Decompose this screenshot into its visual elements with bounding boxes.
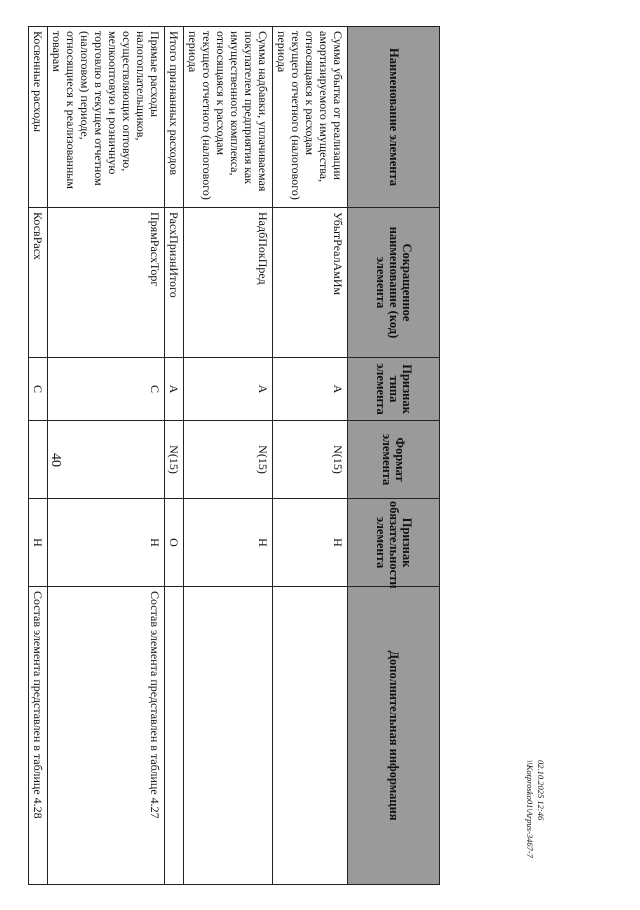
table-row <box>273 27 348 885</box>
cell-code: ПрямРасхТорг <box>48 208 165 358</box>
elements-table <box>28 26 440 885</box>
cell-code: УбытРеалАмИм <box>273 208 348 358</box>
table-row <box>48 27 165 885</box>
header-element-code: Сокращенное наименование (код) элемента <box>348 208 440 358</box>
cell-required: Н <box>48 499 165 587</box>
cell-type: С <box>29 358 48 421</box>
header-element-format: Формат элемента <box>348 421 440 499</box>
page-number: 40 <box>48 453 63 467</box>
table-header-row <box>348 27 440 885</box>
header-element-required: Признак обязательности элемента <box>348 499 440 587</box>
cell-format <box>29 421 48 499</box>
footer-file-path: \\Kotprosko01\Arpus-3467-7 <box>525 760 535 858</box>
footer-stamp <box>524 760 546 910</box>
cell-required: Н <box>29 499 48 587</box>
cell-name: Прямые расходы налогоплательщиков, осуществляющих оптовую, мелкооптовую и розничную торговлю в текущем отчетном (налоговом) периоде, относящиеся к реализованным товарам <box>48 27 165 208</box>
cell-info <box>273 587 348 885</box>
cell-code: РасхПризнИтого <box>165 208 184 358</box>
table-row <box>165 27 184 885</box>
cell-code: НадбПокПред <box>184 208 273 358</box>
cell-type: А <box>184 358 273 421</box>
cell-name: Итого признанных расходов <box>165 27 184 208</box>
cell-type: А <box>273 358 348 421</box>
cell-name: Сумма убытка от реализации амортизируемого имущества, относящаяся к расходам текущего отчетного (налогового) периода <box>273 27 348 208</box>
cell-format: N(15) <box>273 421 348 499</box>
cell-required: Н <box>273 499 348 587</box>
cell-required: О <box>165 499 184 587</box>
header-element-type: Признак типа элемента <box>348 358 440 421</box>
cell-format: N(15) <box>165 421 184 499</box>
cell-format: N(15) <box>184 421 273 499</box>
cell-name: Косвенные расходы <box>29 27 48 208</box>
header-element-name: Наименование элемента <box>348 27 440 208</box>
footer-timestamp: 02.10.2025 12:46 <box>536 760 546 821</box>
cell-code: КосвРасх <box>29 208 48 358</box>
cell-type: А <box>165 358 184 421</box>
cell-info <box>165 587 184 885</box>
cell-required: Н <box>184 499 273 587</box>
cell-format <box>48 421 165 499</box>
cell-info: Состав элемента представлен в таблице 4.27 <box>48 587 165 885</box>
cell-name: Сумма надбавки, уплачиваемая покупателем предприятия как имущественного комплекса, относящаяся к расходам текущего отчетного (налогового) периода <box>184 27 273 208</box>
table-row <box>29 27 48 885</box>
table-row <box>184 27 273 885</box>
cell-type: С <box>48 358 165 421</box>
header-additional-info: Дополнительная информация <box>348 587 440 885</box>
cell-info <box>184 587 273 885</box>
cell-info: Состав элемента представлен в таблице 4.28 <box>29 587 48 885</box>
